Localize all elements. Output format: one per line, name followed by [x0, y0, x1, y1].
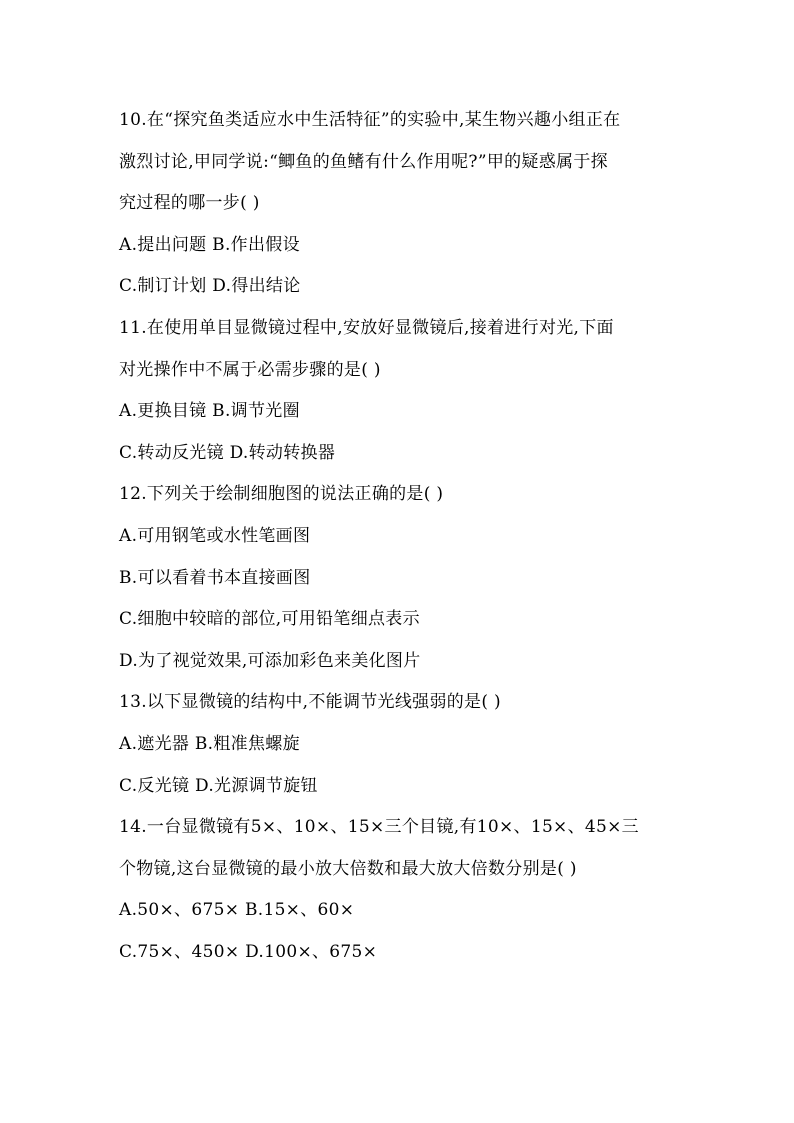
question-14-stem-line-2: 个物镜,这台显微镜的最小放大倍数和最大放大倍数分别是( ): [119, 858, 577, 879]
question-11-stem-line-1: 11.在使用单目显微镜过程中,安放好显微镜后,接着进行对光,下面: [119, 317, 614, 338]
question-14-stem-line-1: 14.一台显微镜有5×、10×、15×三个目镜,有10×、15×、45×三: [119, 817, 639, 838]
question-10-options-ab: A.提出问题 B.作出假设: [119, 234, 300, 255]
question-13: [119, 682, 689, 807]
question-14-options-ab: A.50×、675× B.15×、60×: [119, 900, 355, 921]
question-14-options-cd: C.75×、450× D.100×、675×: [119, 941, 378, 962]
question-13-options-cd: C.反光镜 D.光源调节旋钮: [119, 775, 318, 796]
question-11: [119, 308, 689, 474]
question-12-stem-line-1: 12.下列关于绘制细胞图的说法正确的是( ): [119, 484, 444, 505]
question-13-stem-line-1: 13.以下显微镜的结构中,不能调节光线强弱的是( ): [119, 692, 501, 713]
question-14: [119, 807, 689, 973]
question-12-option-d: D.为了视觉效果,可添加彩色来美化图片: [119, 650, 421, 671]
question-12-option-b: B.可以看着书本直接画图: [119, 567, 311, 588]
question-10-options-cd: C.制订计划 D.得出结论: [119, 276, 301, 297]
question-10-stem-line-1: 10.在“探究鱼类适应水中生活特征”的实验中,某生物兴趣小组正在: [119, 110, 621, 130]
question-12-option-c: C.细胞中较暗的部位,可用铅笔细点表示: [119, 609, 420, 630]
question-12: [119, 474, 689, 682]
question-11-options-ab: A.更换目镜 B.调节光圈: [119, 401, 300, 422]
question-list: [119, 100, 689, 973]
question-10: [119, 100, 689, 308]
question-10-stem-line-3: 究过程的哪一步( ): [119, 193, 260, 214]
question-10-stem-line-2: 激烈讨论,甲同学说:“鲫鱼的鱼鳍有什么作用呢?”甲的疑惑属于探: [119, 151, 608, 172]
question-11-stem-line-2: 对光操作中不属于必需步骤的是( ): [119, 359, 381, 380]
question-13-options-ab: A.遮光器 B.粗准焦螺旋: [119, 733, 300, 754]
question-12-option-a: A.可用钢笔或水性笔画图: [119, 525, 311, 546]
question-11-options-cd: C.转动反光镜 D.转动转换器: [119, 442, 336, 463]
